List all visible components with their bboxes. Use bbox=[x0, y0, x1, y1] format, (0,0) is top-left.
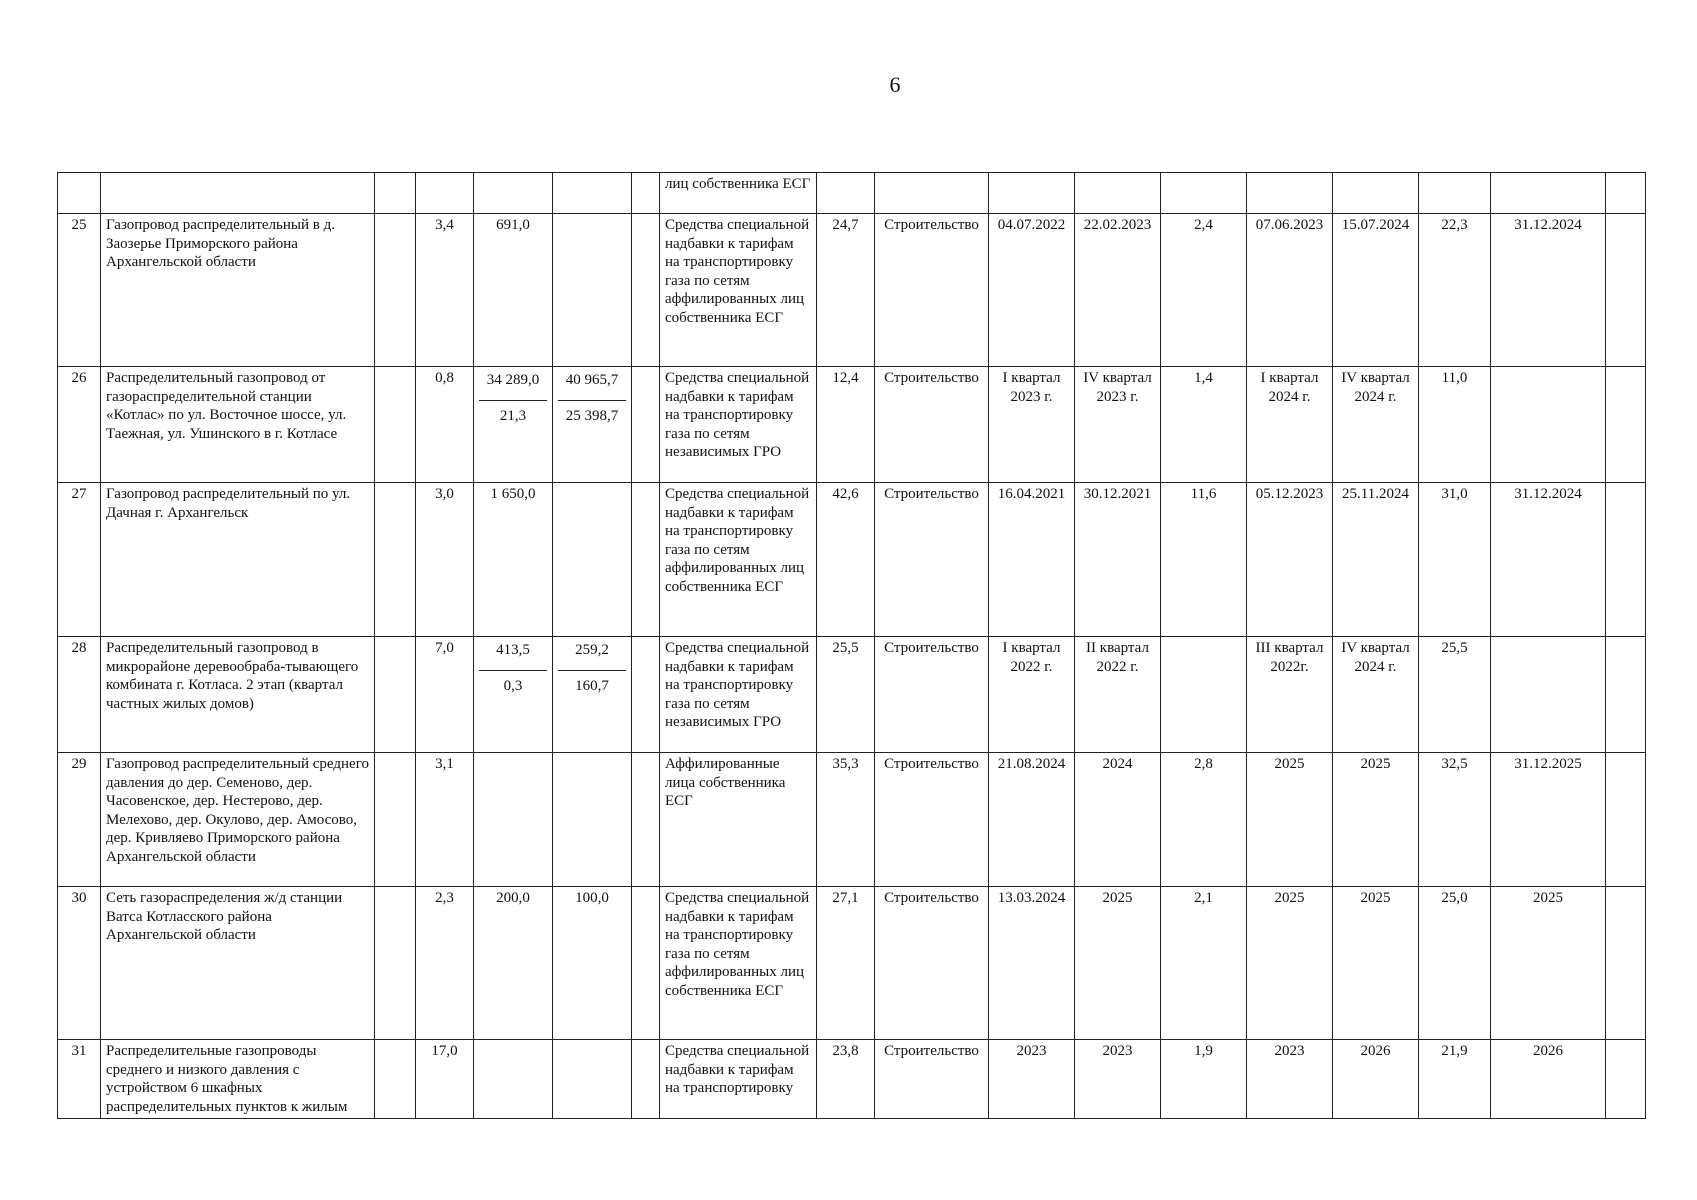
length-km: 7,0 bbox=[416, 637, 474, 753]
value-1: 200,0 bbox=[474, 887, 553, 1040]
length-km: 17,0 bbox=[416, 1040, 474, 1119]
date-1: I квартал 2023 г. bbox=[989, 367, 1075, 483]
date-5 bbox=[1491, 367, 1606, 483]
length-km: 0,8 bbox=[416, 367, 474, 483]
funding-source: Аффилированные лица собственника ЕСГ bbox=[660, 753, 817, 887]
object-name: Газопровод распределительный в д. Заозерье Приморского района Архангельской области bbox=[101, 214, 375, 367]
date-4: 2025 bbox=[1333, 753, 1419, 887]
cost: 35,3 bbox=[817, 753, 875, 887]
date-2: 2025 bbox=[1075, 887, 1161, 1040]
value-2-second: 160,7 bbox=[575, 678, 609, 694]
amount-1: 11,6 bbox=[1161, 483, 1247, 637]
value-1-second: 21,3 bbox=[499, 408, 527, 424]
table-row bbox=[58, 173, 1646, 214]
object-name: Распределительный газопровод в микрорайоне деревообраба-тывающего комбината г. Котласа. 2 этап (квартал частных жилых домов) bbox=[101, 637, 375, 753]
value-2 bbox=[553, 483, 632, 637]
date-2: IV квартал 2023 г. bbox=[1075, 367, 1161, 483]
cost: 12,4 bbox=[817, 367, 875, 483]
length-km: 3,0 bbox=[416, 483, 474, 637]
investment-program-table bbox=[57, 172, 1646, 1119]
funding-source: Средства специальной надбавки к тарифам на транспортировку газа по сетям аффилированных лиц собственника ЕСГ bbox=[660, 483, 817, 637]
funding-source: Средства специальной надбавки к тарифам на транспортировку газа по сетям аффилированных лиц собственника ЕСГ bbox=[660, 214, 817, 367]
work-type: Строительство bbox=[875, 367, 989, 483]
value-2-split bbox=[553, 367, 632, 483]
value-2 bbox=[553, 1040, 632, 1119]
value-1-second: 0,3 bbox=[503, 678, 523, 694]
work-type: Строительство bbox=[875, 637, 989, 753]
amount-2: 22,3 bbox=[1419, 214, 1491, 367]
date-2: 22.02.2023 bbox=[1075, 214, 1161, 367]
date-2: 30.12.2021 bbox=[1075, 483, 1161, 637]
amount-1: 1,9 bbox=[1161, 1040, 1247, 1119]
row-number: 30 bbox=[58, 887, 101, 1040]
value-2 bbox=[553, 753, 632, 887]
amount-1: 2,1 bbox=[1161, 887, 1247, 1040]
date-5: 2026 bbox=[1491, 1040, 1606, 1119]
date-5: 31.12.2024 bbox=[1491, 214, 1606, 367]
value-2-split bbox=[553, 637, 632, 753]
table-row bbox=[58, 214, 1646, 367]
amount-2: 32,5 bbox=[1419, 753, 1491, 887]
row-number: 25 bbox=[58, 214, 101, 367]
object-name: Сеть газораспределения ж/д станции Ватса Котласского района Архангельской области bbox=[101, 887, 375, 1040]
work-type: Строительство bbox=[875, 753, 989, 887]
date-1: 2023 bbox=[989, 1040, 1075, 1119]
cost: 27,1 bbox=[817, 887, 875, 1040]
amount-2: 11,0 bbox=[1419, 367, 1491, 483]
length-km: 2,3 bbox=[416, 887, 474, 1040]
date-3: 07.06.2023 bbox=[1247, 214, 1333, 367]
value-1: 691,0 bbox=[474, 214, 553, 367]
value-2-second: 25 398,7 bbox=[565, 408, 619, 424]
object-name: Распределительные газопроводы среднего и низкого давления с устройством 6 шкафных распределительных пунктов к жилым bbox=[101, 1040, 375, 1119]
work-type: Строительство bbox=[875, 214, 989, 367]
table-row bbox=[58, 753, 1646, 887]
date-4: 25.11.2024 bbox=[1333, 483, 1419, 637]
date-1: 21.08.2024 bbox=[989, 753, 1075, 887]
date-5: 31.12.2024 bbox=[1491, 483, 1606, 637]
amount-1: 2,4 bbox=[1161, 214, 1247, 367]
date-3: I квартал 2024 г. bbox=[1247, 367, 1333, 483]
table-row bbox=[58, 367, 1646, 483]
amount-2: 21,9 bbox=[1419, 1040, 1491, 1119]
row-number: 28 bbox=[58, 637, 101, 753]
object-name: Газопровод распределительный по ул. Дачная г. Архангельск bbox=[101, 483, 375, 637]
date-2: 2023 bbox=[1075, 1040, 1161, 1119]
cost: 25,5 bbox=[817, 637, 875, 753]
row-number: 29 bbox=[58, 753, 101, 887]
date-4: 2025 bbox=[1333, 887, 1419, 1040]
date-2: II квартал 2022 г. bbox=[1075, 637, 1161, 753]
funding-source: Средства специальной надбавки к тарифам на транспортировку газа по сетям аффилированных лиц собственника ЕСГ bbox=[660, 887, 817, 1040]
funding-source: Средства специальной надбавки к тарифам на транспортировку газа по сетям независимых ГРО bbox=[660, 637, 817, 753]
amount-2: 25,5 bbox=[1419, 637, 1491, 753]
value-2: 259,2 bbox=[558, 639, 626, 671]
date-1: 04.07.2022 bbox=[989, 214, 1075, 367]
amount-1 bbox=[1161, 637, 1247, 753]
date-5: 2025 bbox=[1491, 887, 1606, 1040]
row-number: 26 bbox=[58, 367, 101, 483]
cost: 42,6 bbox=[817, 483, 875, 637]
date-4: 2026 bbox=[1333, 1040, 1419, 1119]
value-1: 34 289,0 bbox=[479, 369, 547, 401]
date-1: 16.04.2021 bbox=[989, 483, 1075, 637]
table-row bbox=[58, 887, 1646, 1040]
amount-2: 25,0 bbox=[1419, 887, 1491, 1040]
value-2: 100,0 bbox=[553, 887, 632, 1040]
date-3: 2025 bbox=[1247, 753, 1333, 887]
value-1-split bbox=[474, 637, 553, 753]
object-name: Распределительный газопровод от газораспределительной станции «Котлас» по ул. Восточное шоссе, ул. Таежная, ул. Ушинского в г. Котласе bbox=[101, 367, 375, 483]
date-1: 13.03.2024 bbox=[989, 887, 1075, 1040]
length-km: 3,4 bbox=[416, 214, 474, 367]
value-1 bbox=[474, 1040, 553, 1119]
value-1-split bbox=[474, 367, 553, 483]
value-2: 40 965,7 bbox=[558, 369, 626, 401]
amount-1: 2,8 bbox=[1161, 753, 1247, 887]
funding-source: лиц собственника ЕСГ bbox=[660, 173, 817, 214]
length-km: 3,1 bbox=[416, 753, 474, 887]
value-1: 1 650,0 bbox=[474, 483, 553, 637]
date-2: 2024 bbox=[1075, 753, 1161, 887]
value-1: 413,5 bbox=[479, 639, 547, 671]
date-3: 2023 bbox=[1247, 1040, 1333, 1119]
cost: 24,7 bbox=[817, 214, 875, 367]
date-3: 2025 bbox=[1247, 887, 1333, 1040]
object-name: Газопровод распределительный среднего давления до дер. Семеново, дер. Часовенское, дер. Нестерово, дер. Мелехово, дер. Окулово, дер. Амосово, дер. Кривляево Приморского района Архангельской области bbox=[101, 753, 375, 887]
amount-1: 1,4 bbox=[1161, 367, 1247, 483]
funding-source: Средства специальной надбавки к тарифам на транспортировку bbox=[660, 1040, 817, 1119]
date-1: I квартал 2022 г. bbox=[989, 637, 1075, 753]
page-number: 6 bbox=[889, 72, 901, 97]
table-row bbox=[58, 637, 1646, 753]
date-3: III квартал 2022г. bbox=[1247, 637, 1333, 753]
amount-2: 31,0 bbox=[1419, 483, 1491, 637]
date-5: 31.12.2025 bbox=[1491, 753, 1606, 887]
work-type: Строительство bbox=[875, 483, 989, 637]
date-4: 15.07.2024 bbox=[1333, 214, 1419, 367]
date-4: IV квартал 2024 г. bbox=[1333, 367, 1419, 483]
date-5 bbox=[1491, 637, 1606, 753]
value-2 bbox=[553, 214, 632, 367]
row-number: 27 bbox=[58, 483, 101, 637]
table-row bbox=[58, 1040, 1646, 1119]
value-1 bbox=[474, 753, 553, 887]
funding-source: Средства специальной надбавки к тарифам на транспортировку газа по сетям независимых ГРО bbox=[660, 367, 817, 483]
cost: 23,8 bbox=[817, 1040, 875, 1119]
work-type: Строительство bbox=[875, 1040, 989, 1119]
date-3: 05.12.2023 bbox=[1247, 483, 1333, 637]
row-number: 31 bbox=[58, 1040, 101, 1119]
work-type: Строительство bbox=[875, 887, 989, 1040]
date-4: IV квартал 2024 г. bbox=[1333, 637, 1419, 753]
table-row bbox=[58, 483, 1646, 637]
